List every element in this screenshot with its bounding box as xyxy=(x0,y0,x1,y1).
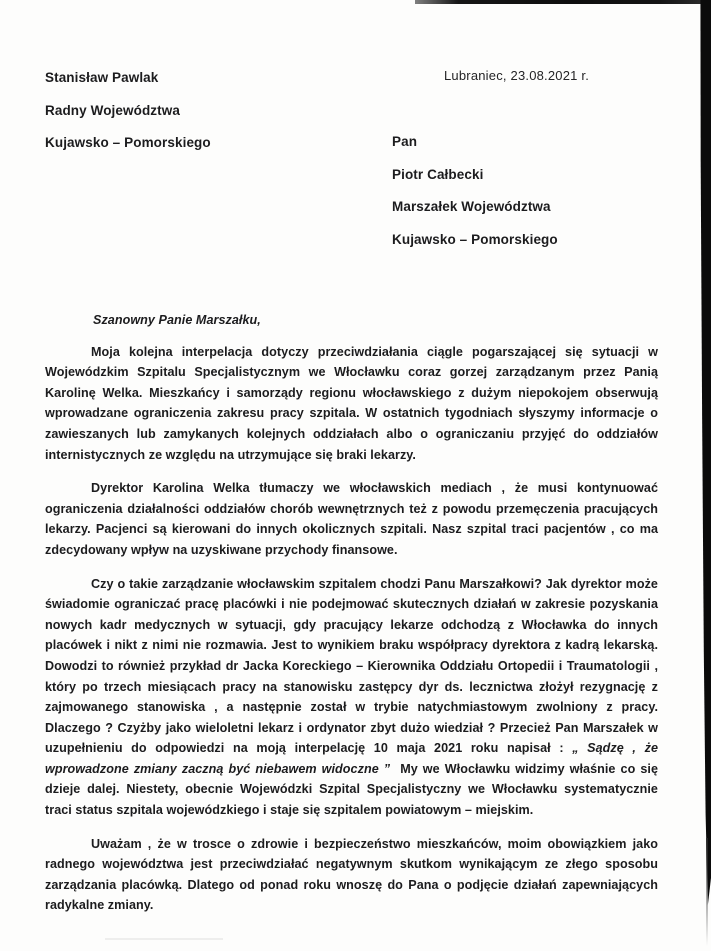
sender-name: Stanisław Pawlak xyxy=(45,70,159,85)
scan-artifact-bottom-smudge xyxy=(105,938,223,940)
paragraph-3-text: Czy o takie zarządzanie włocławskim szpitalem chodzi Panu Marszałkowi? Jak dyrektor może świadomie ograniczać pracę placówki i nie podejmować skutecznych działań w zakresie pozyskania nowych kadr medycznych w sytuacji, gdy pracujący lekarze odchodzą z Włocławka do innych placówek i nikt z nimi nie rozmawia. Jest to wynikiem braku współpracy dyrektora z kadrą lekarską. Dowodzi to również przykład dr Jacka Koreckiego – Kierownika Oddziału Ortopedii i Traumatologii , który po trzech miesiącach pracy na stanowisku zastępcy dyr ds. lecznictwa złożył rezygnację z zajmowanego stanowiska , a następnie został w trybie natychmiastowym zwolniony z pracy. Dlaczego ? Czyżby jako wieloletni lekarz i ordynator zbyt dużo wiedział ? Przecież Pan Marszałek w uzupełnieniu do odpowiedzi na moją interpelację 10 maja 2021 roku napisał : xyxy=(45,576,658,756)
recipient-honorific: Pan xyxy=(392,134,418,149)
sender-title-line1: Radny Województwa xyxy=(45,102,180,118)
date-line: Lubraniec, 23.08.2021 r. xyxy=(444,68,590,83)
scan-artifact-top-edge xyxy=(415,0,703,4)
paragraph-1: Moja kolejna interpelacja dotyczy przeciwdziałania ciągle pogarszającej się sytuacji w Wojewódzkim Szpitalu Specjalistycznym we Włocławku coraz gorzej zarządzanym przez Panią Karolinę Welka. Mieszkańcy i samorządy regionu włocławskiego z dużym niepokojem obserwują wprowadzane ograniczenia zakresu pracy szpitala. W ostatnich tygodniach słyszymy informacje o zawieszanych lub zamykanych kolejnych oddziałach albo o ograniczaniu przyjęć do oddziałów internistycznych ze względu na utrzymujące się braki lekarzy. xyxy=(45,344,658,462)
recipient-title-line2: Kujawsko – Pomorskiego xyxy=(392,231,558,247)
paragraph-3-continuation: My we Włocławku widzimy właśnie co się dzieje dalej. Niestety, obecnie Wojewódzki Szpital Specjalistyczny we Włocławku systematycznie traci status szpitala wojewódzkiego i staje się szpitalem powiatowym – miejskim. xyxy=(45,761,658,818)
scan-artifact-right-bar xyxy=(699,0,711,905)
paragraph-4: Uważam , że w trosce o zdrowie i bezpieczeństwo mieszkańców, moim obowiązkiem jako radnego województwa jest przeciwdziałać negatywnym skutkom wynikającym ze złego sposobu zarządzania placówką. Dlatego od ponad roku wnoszę do Pana o podjęcie działań zapewniających radykalne zmiany. xyxy=(45,836,658,913)
paragraph-3 xyxy=(45,574,658,821)
paragraph-2: Dyrektor Karolina Welka tłumaczy we włocławskich mediach , że musi kontynuować ograniczenia działalności oddziałów chorób wewnętrznych też z powodu przemęczenia pracujących lekarzy. Pacjenci są kierowani do innych okolicznych szpitali. Nasz szpital traci pacjentów , co ma zdecydowany wpływ na uzyskiwane przychody finansowe. xyxy=(45,481,658,557)
recipient-name: Piotr Całbecki xyxy=(392,166,484,182)
scan-artifact-right-thin-line xyxy=(706,838,708,946)
salutation: Szanowny Panie Marszałku, xyxy=(93,313,261,327)
recipient-title-line1: Marszałek Województwa xyxy=(392,199,551,214)
sender-block xyxy=(45,62,211,160)
letter-body xyxy=(45,310,658,916)
sender-title-line2: Kujawsko – Pomorskiego xyxy=(45,135,211,150)
recipient-block xyxy=(392,126,558,256)
paragraph-3-quote: „ Sądzę , że wprowadzone zmiany zaczną być niebawem widoczne ” xyxy=(45,741,658,776)
